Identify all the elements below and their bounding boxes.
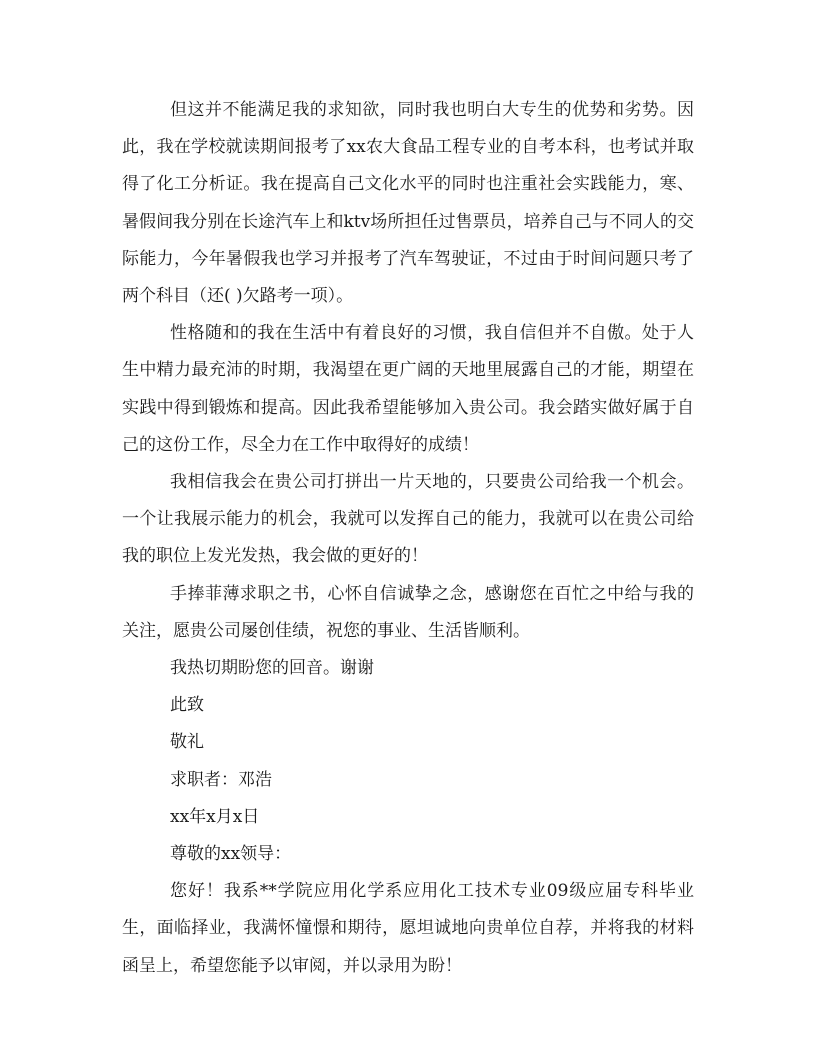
paragraph-intro: 您好！我系**学院应用化学系应用化工技术专业09级应届专科毕业生，面临择业，我满怀憧憬和期待，愿坦诚地向贵单位自荐，并将我的材料函呈上，希望您能予以审阅，并以录用为盼！ xyxy=(122,881,694,976)
letter-body xyxy=(122,92,694,985)
closing-hope: 我热切期盼您的回音。谢谢 xyxy=(170,658,374,679)
paragraph-confidence: 我相信我会在贵公司打拼出一片天地的，只要贵公司给我一个机会。一个让我展示能力的机会，我就可以发挥自己的能力，我就可以在贵公司给我的职位上发光发热，我会做的更好的！ xyxy=(122,472,694,567)
letter-date: xx年x月x日 xyxy=(170,806,260,827)
paragraph-personality: 性格随和的我在生活中有着良好的习惯，我自信但并不自傲。处于人生中精力最充沛的时期，我渴望在更广阔的天地里展露自己的才能，期望在实践中得到锻炼和提高。因此我希望能够加入贵公司。我会踏实做好属于自己的这份工作，尽全力在工作中取得好的成绩！ xyxy=(122,323,694,455)
salutation-jingli: 敬礼 xyxy=(170,732,204,753)
applicant-name: 求职者：邓浩 xyxy=(170,769,272,790)
paragraph-education: 但这并不能满足我的求知欲，同时我也明白大专生的优势和劣势。因此，我在学校就读期间报考了xx农大食品工程专业的自考本科，也考试并取得了化工分析证。我在提高自己文化水平的同时也注重社会实践能力，寒、暑假间我分别在长途汽车上和ktv场所担任过售票员，培养自己与不同人的交际能力，今年暑假我也学习并报考了汽车驾驶证，不过由于时间问题只考了两个科目（还( )欠路考一项）。 xyxy=(122,100,694,307)
greeting: 尊敬的xx领导： xyxy=(170,844,292,865)
salutation-cizhi: 此致 xyxy=(170,695,204,716)
paragraph-thanks: 手捧菲薄求职之书，心怀自信诚挚之念，感谢您在百忙之中给与我的关注，愿贵公司屡创佳绩，祝您的事业、生活皆顺利。 xyxy=(122,583,694,641)
